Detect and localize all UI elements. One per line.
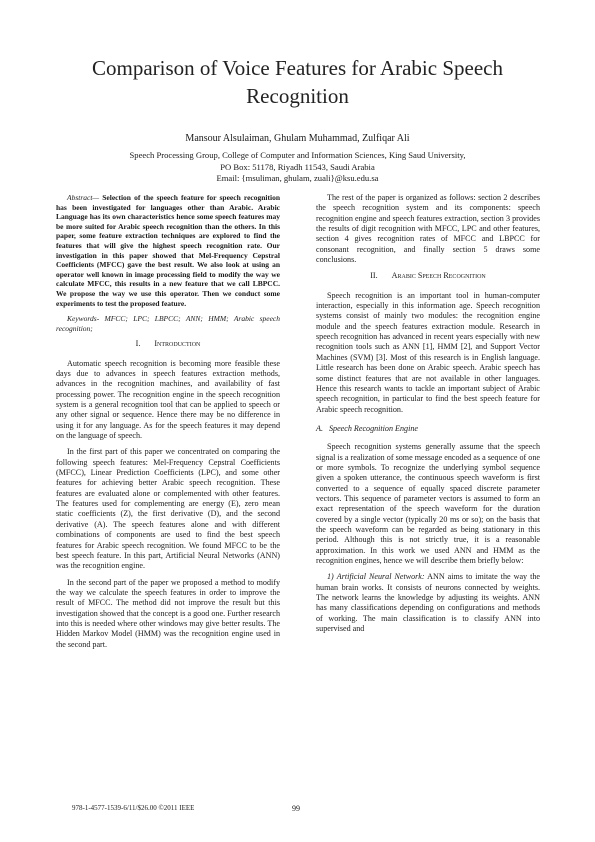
abstract-label: Abstract— xyxy=(67,193,100,202)
subsection-number: A. xyxy=(316,423,323,433)
paragraph: Speech recognition is an important tool in human-computer interaction, especially in this information age. Speech recognition systems consist of mainly two modules: the recognition engine module and the speech features extraction module. Research in speech recognition has advanced in recent years especially with new recognition tools such as ANN [1], HMM [2], and Support Vector Machines (SVM) [3]. Most of this research is in English language. Little research has been done on Arabic speech. Arabic speech has some distinct features that are not available in other languages. Hence this research wants to tackle an important subject of Arabic speech recognition, in particular to find the best speech feature for Arabic speech recognition. xyxy=(316,290,540,414)
affiliation-line: PO Box: 51178, Riyadh 11543, Saudi Arabia xyxy=(220,161,375,172)
authors: Mansour Alsulaiman, Ghulam Muhammad, Zulfiqar Ali xyxy=(185,133,410,144)
paragraph xyxy=(316,572,540,634)
paragraph: In the first part of this paper we concentrated on comparing the following speech features: Mel-Frequency Cepstral Coefficients (MFCC), Linear Prediction Coefficients (LPC), and some other features for achieving better Arabic speech recognition. These features are evaluated alone or complemented with other features. The features used for complementing are energy (E), zero mean static coefficients (Z), the first derivative (D), and the second derivative (A). The speech features alone and with different combinations of components are used to find the best speech features for Arabic speech recognition. We found MFCC to be the best speech feature. In this part, Artificial Neural Networks (ANN) was the recognition engine. xyxy=(56,447,280,571)
section-number: II. xyxy=(370,271,378,281)
affiliation-email: Email: {msuliman, ghulam, zuali}@ksu.edu.sa xyxy=(216,173,379,183)
keywords: Keywords- MFCC; LPC; LBPCC; ANN; HMM; Arabic speech recognition; xyxy=(56,314,280,333)
abstract-text: Selection of the speech feature for speech recognition has been investigated for languages other than Arabic. Arabic Language has its own characteristics hence some speech features may be more suited for Arabic speech recognition than the others. In this paper, some feature extraction techniques are explored to find the features that will give the highest speech recognition rate. Our investigation in this paper showed that Mel-Frequency Cepstral Coefficients (MFCC) gave the best result. We also look at using an operator well known in image processing field to modify the way we calculate MFCC, this results in a new feature that we call LBPCC. We propose the way we use this operator. Then we conduct some experiments to test the proposed feature. xyxy=(56,193,280,308)
paragraph: Automatic speech recognition is becoming more feasible these days due to advances in speech features extraction methods, advances in the recognition machines, and availability of fast processing power. The recognition engine in the speech recognition system is a general recognition tool that can be applied to speech or any other signal or sequence. Hence there may be no difference in using it for any language. As for the speech features it may depend on the language of speech. xyxy=(56,358,280,441)
left-column xyxy=(56,193,280,656)
subsubsection-title: Artificial Neural Network: xyxy=(336,572,425,582)
abstract xyxy=(56,193,280,308)
section-title: Arabic Speech Recognition xyxy=(391,271,486,281)
affiliation-line: Speech Processing Group, College of Computer and Information Sciences, King Saud University, xyxy=(129,150,466,160)
subsubsection-text: ANN aims to imitate the way the human brain works. It consists of neurons connected by weights. The network learns the knowledge by adjusting its weights. ANN has many classifications depending on configurations and methods of working. The main classification is to classify ANN into supervised and xyxy=(316,572,540,634)
subsubsection-number: 1) xyxy=(327,572,334,582)
paragraph: The rest of the paper is organized as follows: section 2 describes the speech recognition system and its components: speech recognition engine and speech features extraction, section 3 provides the results of digit recognition with MFCC, LPC and other features, section 4 gives recognition rates of MFCC and LBPCC for consonant recognition, and finally section 5 draws some conclusions. xyxy=(316,193,540,265)
footer-identifier: 978-1-4577-1539-6/11/$26.00 ©2011 IEEE xyxy=(72,804,195,812)
subsection-heading xyxy=(316,424,540,434)
section-heading-arabic-speech-recognition xyxy=(316,271,540,281)
section-heading-introduction xyxy=(56,339,280,349)
right-column xyxy=(316,193,540,640)
paragraph: Speech recognition systems generally assume that the speech signal is a realization of some message encoded as a sequence of one or more symbols. To recognize the underlying symbol sequence given a spoken utterance, the continuous speech waveform is first converted to a sequence of equally spaced discrete parameter vectors. This sequence of parameter vectors is assumed to form an exact representation of the speech waveform for the duration covered by a single vector (typically 20 ms or so); on the basis that the speech waveform can be regarded as being stationary in this period. Although this is not strictly true, it is a reasonable approximation. In this work we used ANN and HMM as the recognition engines, hence we will describe them briefly below: xyxy=(316,442,540,565)
subsection-title: Speech Recognition Engine xyxy=(328,423,418,433)
section-title: Introduction xyxy=(154,339,201,349)
page-number: 99 xyxy=(292,804,300,813)
paper-title: Comparison of Voice Features for Arabic Speech Recognition xyxy=(92,56,503,108)
paragraph: In the second part of the paper we proposed a method to modify the way we calculate the speech features in order to improve the result of MFCC. The method did not improve the result but this investigation showed that the concept is a good one. Further research into this is needed where other windows may give better results. The Hidden Markov Model (HMM) was the recognition engine used in the second part. xyxy=(56,577,280,649)
affiliation xyxy=(40,150,555,185)
section-number: I. xyxy=(135,339,141,349)
